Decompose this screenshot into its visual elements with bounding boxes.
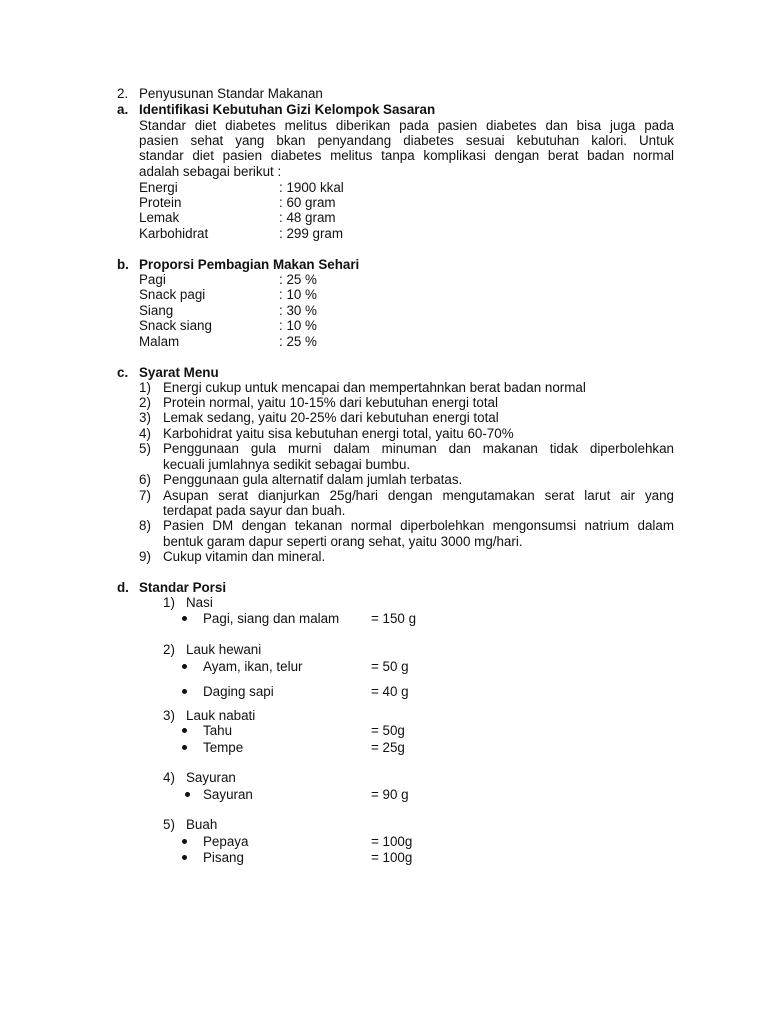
pagi-value: : 25 %	[279, 272, 317, 287]
malam-value: : 25 %	[279, 334, 317, 349]
porsi-item-label: Ayam, ikan, telur	[203, 659, 303, 674]
porsi-item-label: Tempe	[203, 740, 244, 755]
syarat-text-8-line-2: bentuk garam dapur seperti orang sehat, yaitu 3000 mg/hari.	[163, 534, 523, 549]
bullet-icon	[182, 616, 187, 621]
bullet-icon	[182, 839, 187, 844]
section-b-letter: b.	[117, 257, 129, 272]
porsi-item-label: Pepaya	[203, 834, 249, 849]
syarat-num-3: 3)	[139, 410, 151, 425]
syarat-num-2: 2)	[139, 395, 151, 410]
snack-pagi-value: : 10 %	[279, 287, 317, 302]
porsi-item-value: = 100g	[371, 850, 413, 865]
bullet-icon	[182, 664, 187, 669]
porsi-item-value: = 90 g	[371, 787, 409, 802]
porsi-group-num-5: 5)	[163, 817, 175, 832]
syarat-text-6: Penggunaan gula alternatif dalam jumlah terbatas.	[163, 472, 463, 487]
section-d-title: Standar Porsi	[139, 580, 227, 595]
syarat-text-9: Cukup vitamin dan mineral.	[163, 549, 326, 564]
syarat-num-5: 5)	[139, 441, 151, 456]
malam-label: Malam	[139, 334, 180, 349]
porsi-item-value: = 50 g	[371, 659, 409, 674]
section-a-title: Identifikasi Kebutuhan Gizi Kelompok Sasaran	[139, 102, 436, 117]
syarat-text-7-line-1: Asupan serat dianjurkan 25g/hari dengan mengutamakan serat larut air yang	[163, 488, 674, 503]
syarat-num-8: 8)	[139, 518, 151, 533]
pagi-label: Pagi	[139, 272, 166, 287]
protein-label: Protein	[139, 195, 182, 210]
bullet-icon	[182, 728, 187, 733]
section-d-letter: d.	[117, 580, 129, 595]
porsi-group-name-sayuran: Sayuran	[186, 770, 236, 785]
snack-siang-value: : 10 %	[279, 318, 317, 333]
section-c-title: Syarat Menu	[139, 365, 219, 380]
syarat-num-9: 9)	[139, 549, 151, 564]
porsi-group-name-buah: Buah	[186, 817, 218, 832]
energi-label: Energi	[139, 180, 178, 195]
snack-pagi-label: Snack pagi	[139, 287, 206, 302]
syarat-text-2: Protein normal, yaitu 10-15% dari kebutuhan energi total	[163, 395, 498, 410]
heading-number: 2.	[117, 86, 129, 101]
syarat-num-1: 1)	[139, 380, 151, 395]
karbohidrat-label: Karbohidrat	[139, 226, 209, 241]
syarat-num-6: 6)	[139, 472, 151, 487]
bullet-icon	[182, 855, 187, 860]
section-b-title: Proporsi Pembagian Makan Sehari	[139, 257, 360, 272]
section-a-para-line-4: adalah sebagai berikut :	[139, 164, 282, 179]
syarat-text-7-line-2: terdapat pada sayur dan buah.	[163, 503, 346, 518]
bullet-icon	[185, 792, 190, 797]
karbohidrat-value: : 299 gram	[279, 226, 344, 241]
section-a-para-line-2: pasien sehat yang bkan penyandang diabetes sesuai kebutuhan kalori. Untuk	[139, 133, 674, 148]
lemak-value: : 48 gram	[279, 210, 336, 225]
syarat-num-4: 4)	[139, 426, 151, 441]
porsi-group-num-3: 3)	[163, 708, 175, 723]
porsi-item-value: = 100g	[371, 834, 413, 849]
porsi-group-num-1: 1)	[163, 595, 175, 610]
syarat-num-7: 7)	[139, 488, 151, 503]
syarat-text-1: Energi cukup untuk mencapai dan mempertahnkan berat badan normal	[163, 380, 586, 395]
porsi-group-name-lauk-hewani: Lauk hewani	[186, 642, 262, 657]
section-c-letter: c.	[117, 365, 129, 380]
porsi-item-value: = 50g	[371, 723, 405, 738]
syarat-text-3: Lemak sedang, yaitu 20-25% dari kebutuhan energi total	[163, 410, 499, 425]
porsi-group-num-4: 4)	[163, 770, 175, 785]
protein-value: : 60 gram	[279, 195, 336, 210]
heading-title: Penyusunan Standar Makanan	[139, 86, 323, 101]
section-a-para-line-1: Standar diet diabetes melitus diberikan pada pasien diabetes dan bisa juga pada	[139, 118, 674, 133]
bullet-icon	[182, 745, 187, 750]
porsi-item-label: Pagi, siang dan malam	[203, 611, 340, 626]
lemak-label: Lemak	[139, 210, 180, 225]
syarat-text-5-line-2: kecuali jumlahnya sedikit sebagai bumbu.	[163, 457, 411, 472]
porsi-item-label: Pisang	[203, 850, 244, 865]
porsi-item-label: Tahu	[203, 723, 233, 738]
syarat-text-5-line-1: Penggunaan gula murni dalam minuman dan makanan tidak diperbolehkan	[163, 441, 674, 456]
porsi-group-name-lauk-nabati: Lauk nabati	[186, 708, 256, 723]
energi-value: : 1900 kkal	[279, 180, 344, 195]
bullet-icon	[182, 689, 187, 694]
syarat-text-8-line-1: Pasien DM dengan tekanan normal diperbolehkan mengonsumsi natrium dalam	[163, 518, 674, 533]
section-a-para-line-3: standar diet pasien diabetes melitus tanpa komplikasi dengan berat badan normal	[139, 148, 674, 163]
porsi-item-value: = 25g	[371, 740, 405, 755]
porsi-item-value: = 40 g	[371, 684, 409, 699]
section-a-letter: a.	[117, 102, 129, 117]
porsi-group-num-2: 2)	[163, 642, 175, 657]
porsi-group-name-nasi: Nasi	[186, 595, 213, 610]
porsi-item-label: Daging sapi	[203, 684, 274, 699]
porsi-item-label: Sayuran	[203, 787, 253, 802]
siang-label: Siang	[139, 303, 174, 318]
siang-value: : 30 %	[279, 303, 317, 318]
snack-siang-label: Snack siang	[139, 318, 212, 333]
porsi-item-value: = 150 g	[371, 611, 417, 626]
syarat-text-4: Karbohidrat yaitu sisa kebutuhan energi total, yaitu 60-70%	[163, 426, 514, 441]
